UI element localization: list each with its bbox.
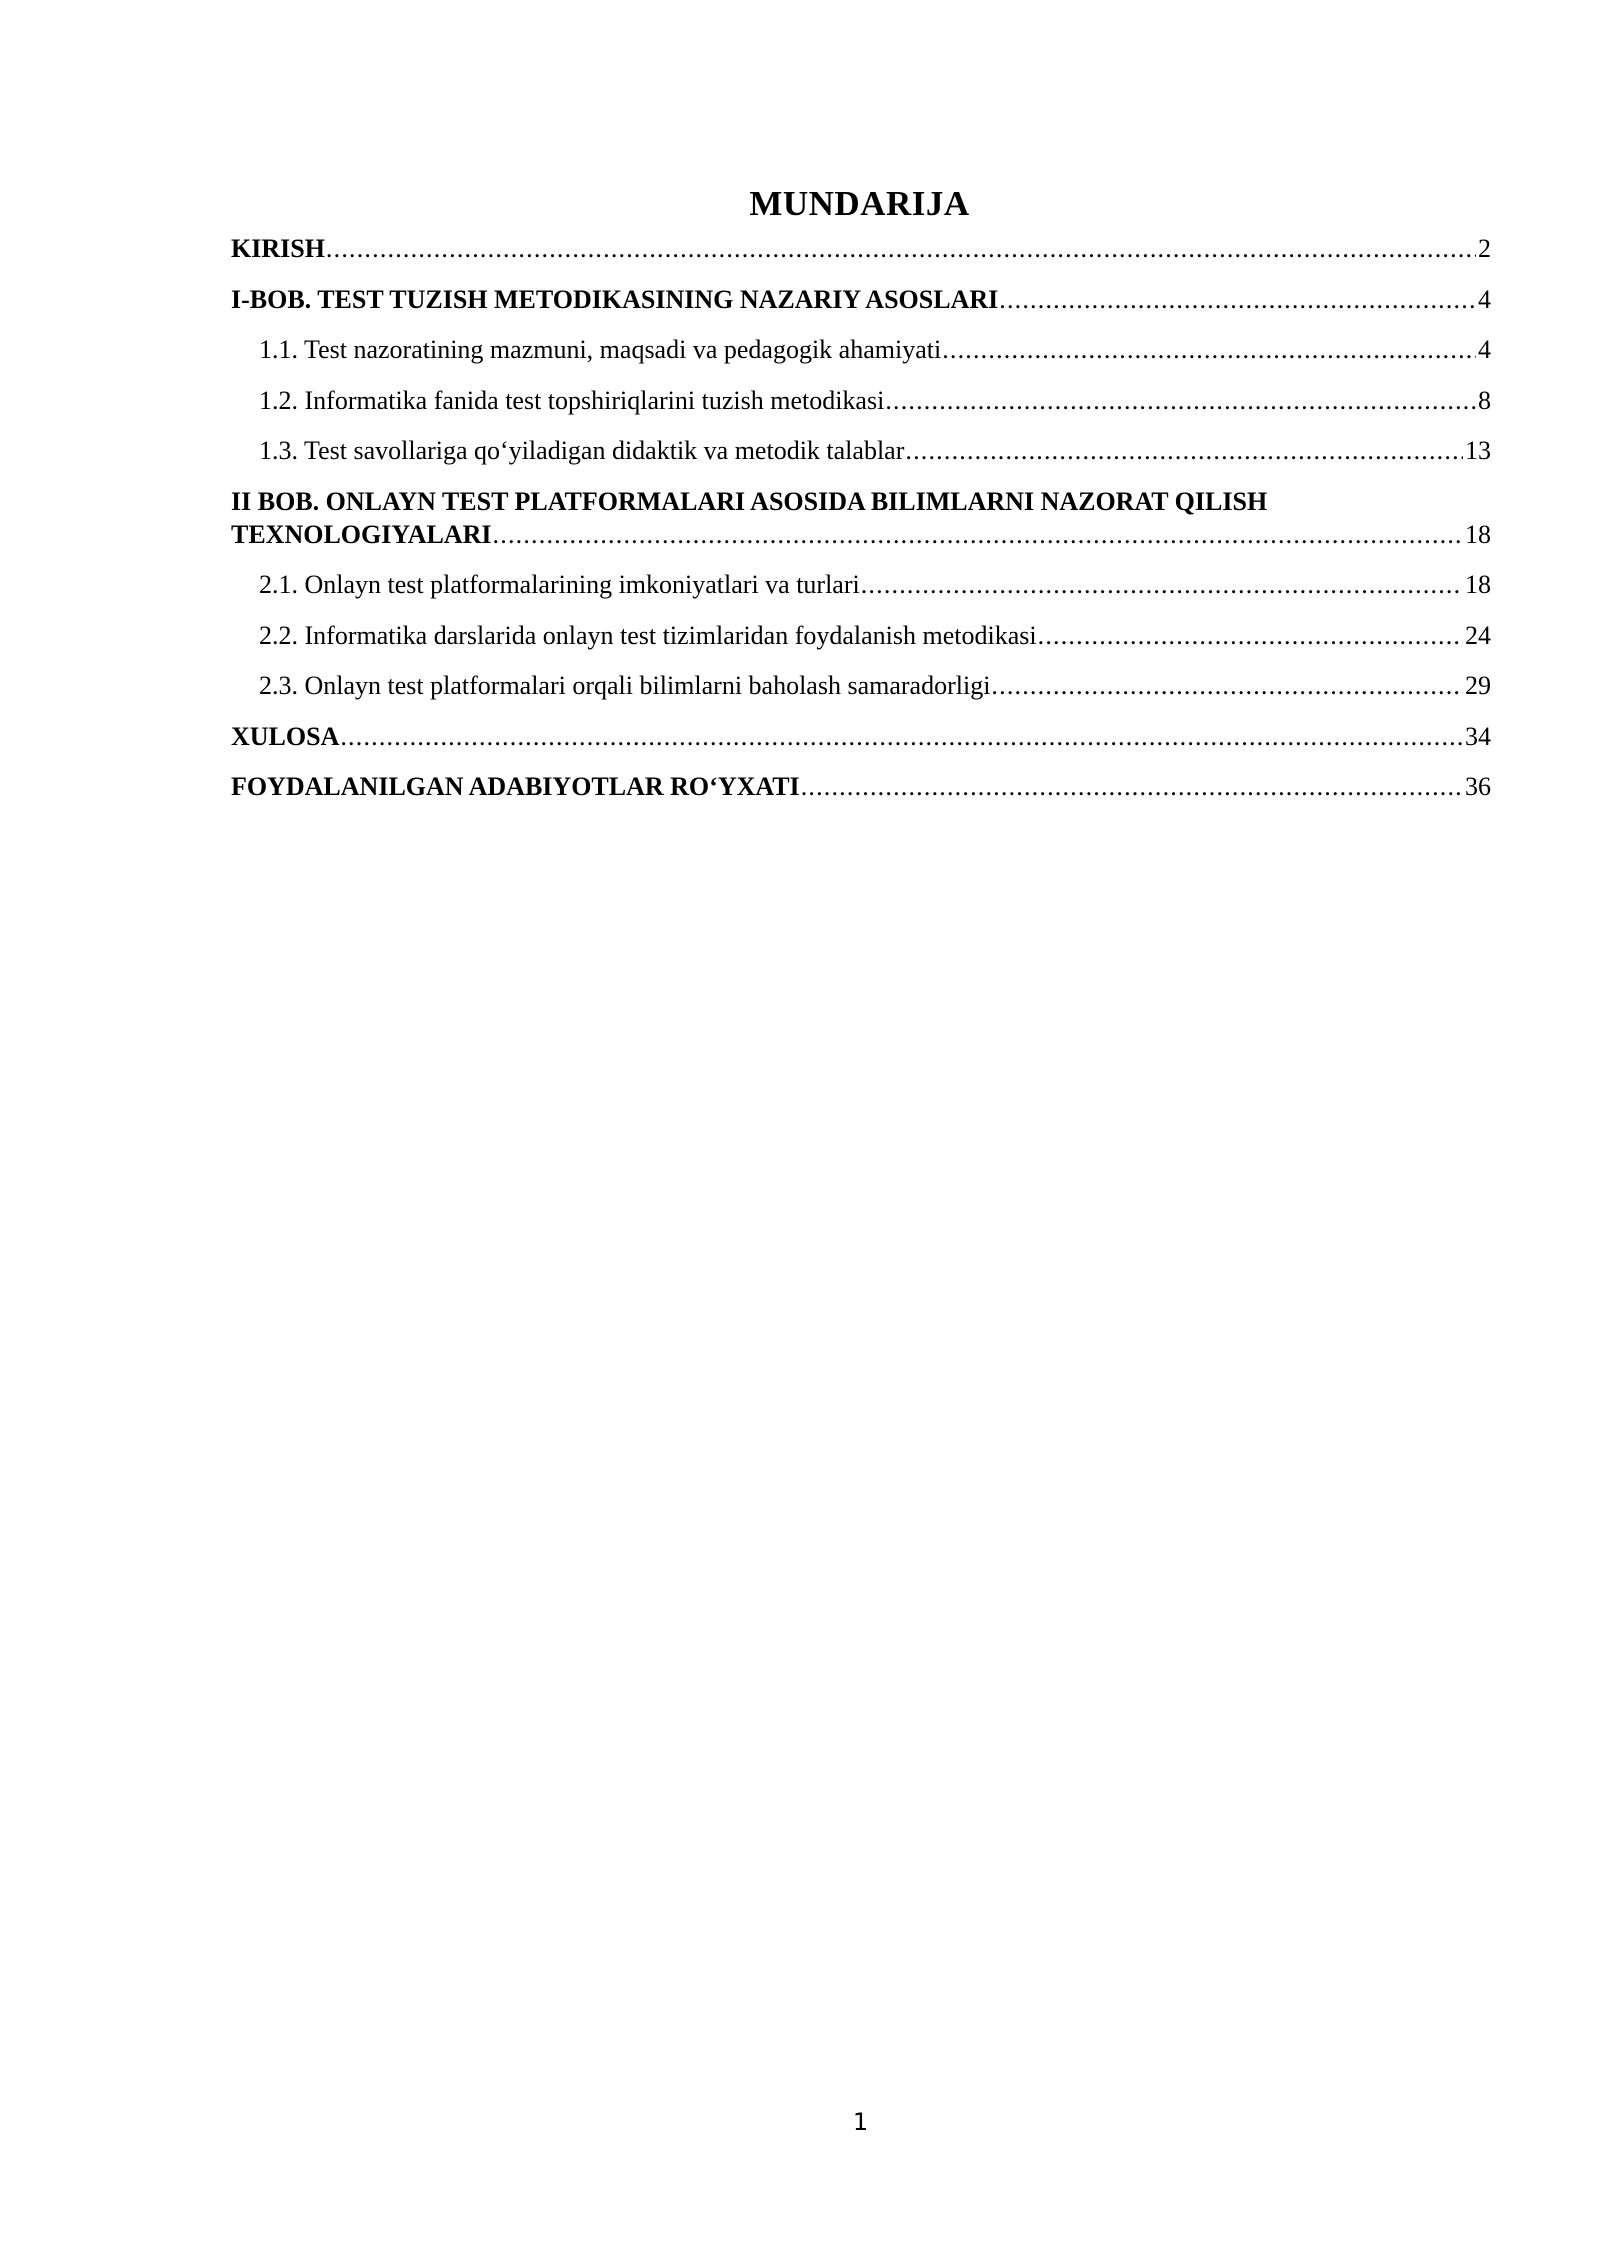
dot-leader xyxy=(999,283,1476,316)
toc-page-number: 36 xyxy=(1465,772,1491,801)
toc-entry-chapter-1[interactable] xyxy=(231,283,1491,316)
page-number-footer: 1 xyxy=(852,2108,869,2136)
dot-leader xyxy=(905,434,1463,467)
page-title: MUNDARIJA xyxy=(749,184,970,223)
dot-leader xyxy=(493,518,1463,551)
toc-entry-kirish[interactable] xyxy=(231,232,1491,265)
toc-entry-xulosa[interactable] xyxy=(231,720,1491,753)
toc-page-number: 8 xyxy=(1478,385,1491,415)
table-of-contents xyxy=(231,232,1491,821)
toc-page-number: 18 xyxy=(1465,519,1491,549)
dot-leader xyxy=(991,669,1463,702)
toc-page-number: 4 xyxy=(1478,335,1491,364)
toc-entry-label: 2.1. Onlayn test platformalarining imkoniyatlari va turlari xyxy=(259,570,860,599)
dot-leader xyxy=(861,568,1463,601)
toc-page-number: 18 xyxy=(1465,570,1491,599)
dot-leader xyxy=(885,384,1476,417)
dot-leader xyxy=(326,232,1476,265)
toc-page-number: 4 xyxy=(1478,284,1491,314)
toc-entry-label-line-2: TEXNOLOGIYALARI xyxy=(231,519,492,549)
toc-entry-label: 2.2. Informatika darslarida onlayn test tizimlaridan foydalanish metodikasi xyxy=(259,620,1037,650)
toc-entry-label: 1.2. Informatika fanida test topshiriqlarini tuzish metodikasi xyxy=(259,385,885,415)
toc-page-number: 24 xyxy=(1465,620,1491,650)
toc-entry-line-2 xyxy=(231,518,1491,551)
toc-entry-section-1-3[interactable] xyxy=(231,434,1491,467)
dot-leader xyxy=(1038,619,1463,652)
toc-entry-label: I-BOB. TEST TUZISH METODIKASINING NAZARIY ASOSLARI xyxy=(231,284,999,314)
toc-entry-section-2-1[interactable] xyxy=(231,568,1491,601)
toc-entry-label-line-1: II BOB. ONLAYN TEST PLATFORMALARI ASOSIDA BILIMLARNI NAZORAT QILISH xyxy=(231,486,1268,516)
toc-entry-section-1-2[interactable] xyxy=(231,384,1491,417)
toc-entry-label: FOYDALANILGAN ADABIYOTLAR RO‘YXATI xyxy=(231,772,800,801)
toc-page-number: 34 xyxy=(1465,721,1491,751)
dot-leader xyxy=(942,333,1476,366)
toc-entry-label: 1.1. Test nazoratining mazmuni, maqsadi va pedagogik ahamiyati xyxy=(259,335,942,364)
toc-entry-chapter-2[interactable] xyxy=(231,485,1491,551)
toc-page-number: 13 xyxy=(1465,436,1491,465)
toc-entry-label: KIRISH xyxy=(231,234,325,263)
toc-entry-references[interactable] xyxy=(231,770,1491,803)
toc-entry-section-1-1[interactable] xyxy=(231,333,1491,366)
toc-entry-section-2-2[interactable] xyxy=(231,619,1491,652)
toc-entry-section-2-3[interactable] xyxy=(231,669,1491,702)
dot-leader xyxy=(340,720,1463,753)
toc-page-number: 2 xyxy=(1478,234,1491,263)
toc-entry-label: XULOSA xyxy=(231,721,340,751)
toc-page-number: 29 xyxy=(1465,671,1491,700)
dot-leader xyxy=(801,770,1463,803)
toc-entry-label: 2.3. Onlayn test platformalari orqali bilimlarni baholash samaradorligi xyxy=(259,671,991,700)
toc-entry-label: 1.3. Test savollariga qo‘yiladigan didaktik va metodik talablar xyxy=(259,436,905,465)
